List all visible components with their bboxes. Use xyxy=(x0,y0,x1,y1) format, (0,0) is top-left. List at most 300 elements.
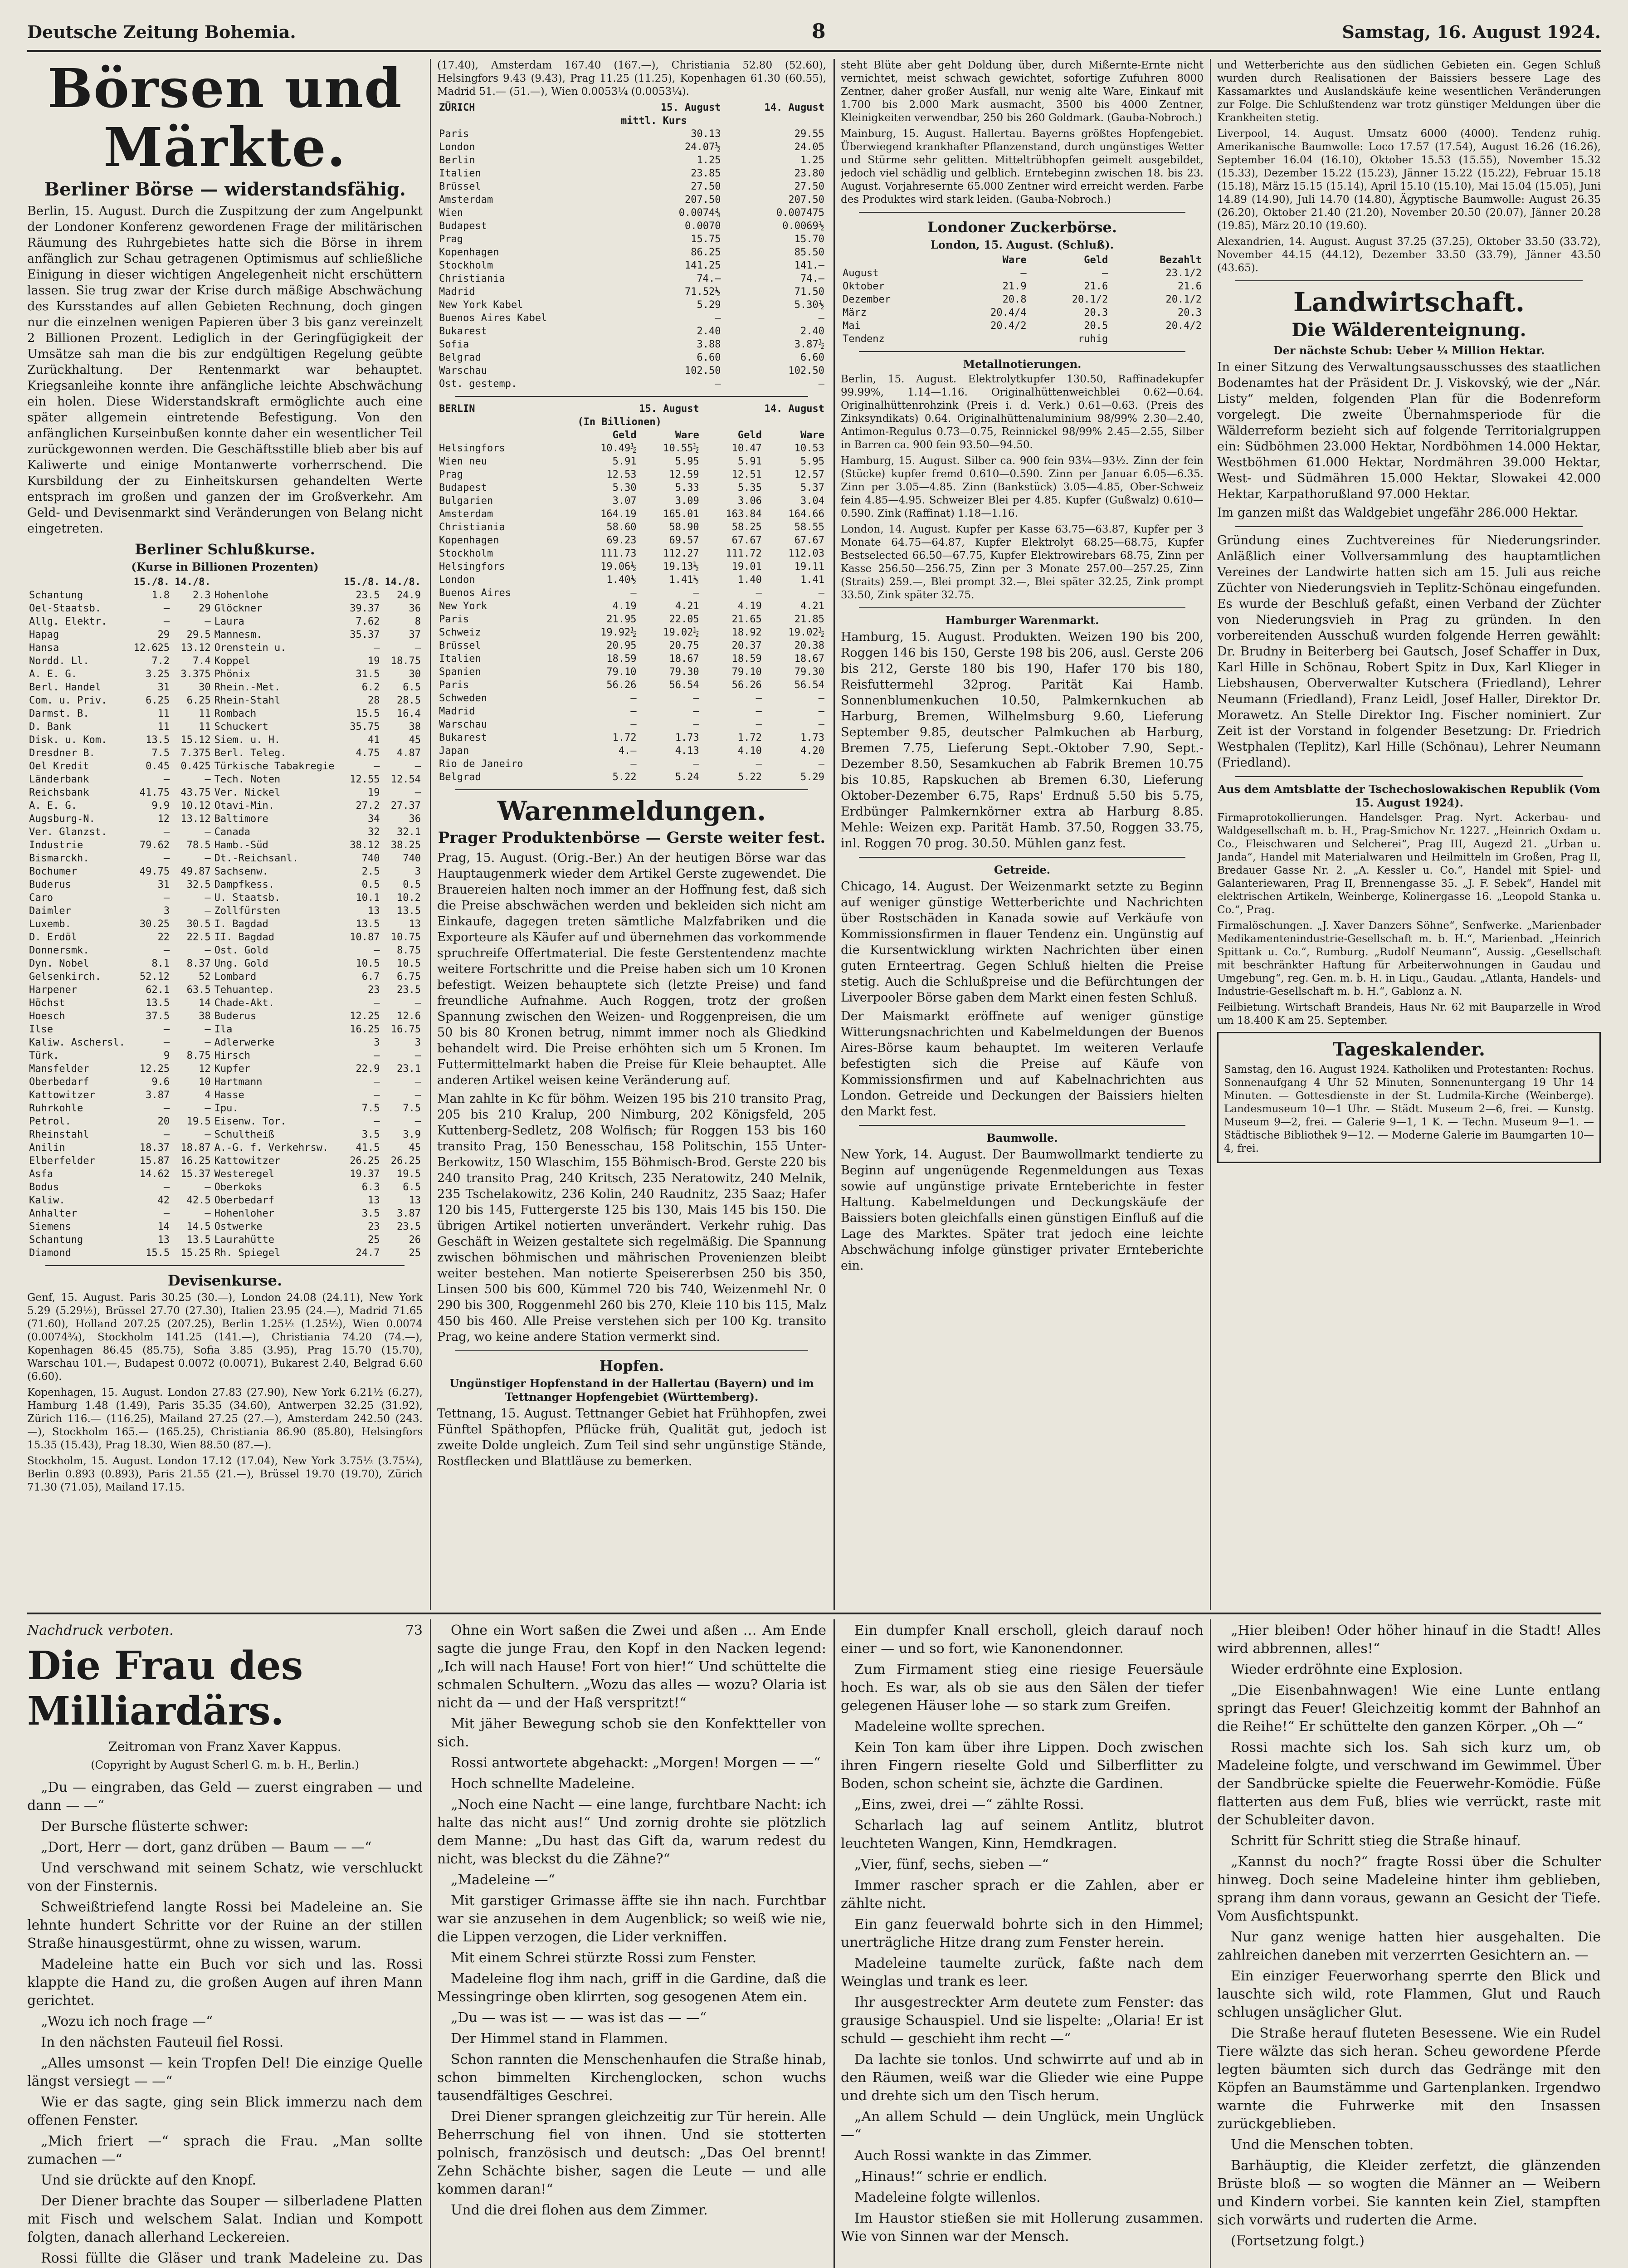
table-cell: 49.87 xyxy=(180,866,211,877)
table-cell: Madrid xyxy=(439,286,475,298)
table-cell: 27.37 xyxy=(390,800,421,811)
novel-paragraph: Ihr ausgestreckter Arm deutete zum Fenster: das grausige Schauspiel. Und sie lispelte: „Olaria! Er ist schuld — geschieht ihm recht —“ xyxy=(841,1994,1204,2047)
table-cell: 1.25 xyxy=(800,155,824,166)
table-cell: Wien neu xyxy=(439,456,487,467)
prager-produktenboerse-heading: Prager Produktenbörse — Gerste weiter fest. xyxy=(438,829,826,847)
table-cell: 6.5 xyxy=(403,682,421,693)
table-cell: Oel Kredit xyxy=(29,761,89,772)
stock-row xyxy=(27,997,423,1010)
table-cell: Berl. Teleg. xyxy=(214,748,287,759)
currency-row xyxy=(437,180,826,193)
currency-row xyxy=(437,481,826,494)
table-cell: 18.37 xyxy=(139,1142,170,1154)
column-kurse-waren xyxy=(437,59,826,1608)
currency-row xyxy=(437,679,826,692)
table-cell: — xyxy=(205,1182,211,1193)
hamburger-warenmarkt-text: Hamburg, 15. August. Produkten. Weizen 190 bis 200, Roggen 146 bis 150, Gerste 198 bis 206, ausl. Gerste 206 bis 212, Gerste 180 bis 190, Hafer 170 bis 180, Reisfuttermehl 32prog. Parität Kai Hamb. Sonnenblumenkuchen 10.50, Palmkernkuchen ab Harburg, Bremen, Wilhelmsburg 9.60, Lieferung September 9.85, deutscher Palmkuchen ab Harburg, Bremen 7.75, Lieferung Sept.-Oktober 7.90, Sept.-Dezember 8.50, Sesamkuchen ab Fabrik Bremen 10.75 bis 10.85, Rapskuchen ab Bremen 6.30, Lieferung Oktober-Dezember 6.75, Raps' Erdnuß 5.50 bis 5.75, Erdbünger Palmkernkörner extra ab Harburg 8.85. Mehle: Weizen exp. Parität Hamb. 37.50, Roggen 33.75, inl. Roggen 70 prog. 30.50. Mühlen ganz fest. xyxy=(841,630,1204,850)
table-cell: Bochumer xyxy=(29,866,77,877)
table-cell: Wien xyxy=(439,207,463,219)
stock-row xyxy=(27,681,423,694)
table-cell: Oktober xyxy=(843,281,885,292)
table-cell: 8.75 xyxy=(186,1050,211,1061)
table-cell: 35.37 xyxy=(350,629,380,640)
table-cell: Warschau xyxy=(439,719,487,730)
tageskalender-text: Samstag, den 16. August 1924. Katholiken und Protestanten: Rochus. Sonnenaufgang 4 Uhr 52 Minuten, Sonnenuntergang 19 Uhr 14 Minuten. — Gottesdienste in der St. Ludmila-Kirche (Weinberge). Landesmuseum 10—1 Uhr. — Städt. Museum 2—6, frei. — Kunstg. Museum 9—2, frei. — Galerie 9—1, 1 K. — Techn. Museum 9—1. — Städtische Bibliothek 9—12. — Moderne Galerie im Baumgarten 10—4, frei. xyxy=(1224,1064,1594,1154)
table-cell: 112.27 xyxy=(663,548,699,559)
table-cell: Hartmann xyxy=(214,1076,263,1088)
hopfen-subheading: Ungünstiger Hopfenstand in der Hallertau (Bayern) und im Tettnanger Hopfengebiet (Württemberg). xyxy=(449,1377,814,1403)
table-cell: — xyxy=(205,892,211,904)
table-cell: — xyxy=(163,892,170,904)
novel-paragraph: Und die drei flohen aus dem Zimmer. xyxy=(451,2202,708,2218)
table-cell: — xyxy=(163,1208,170,1219)
table-cell: 740 xyxy=(361,853,380,864)
table-cell: Siem. u. H. xyxy=(214,734,281,746)
table-cell: Darmst. B. xyxy=(29,708,89,719)
table-cell: I. Bagdad xyxy=(214,919,268,930)
table-cell: 3 xyxy=(374,1037,380,1048)
novel-paragraph: Wie er das sagte, ging sein Blick immerzu nach dem offenen Fenster. xyxy=(27,2094,423,2128)
table-cell: — xyxy=(693,758,699,770)
novel-paragraph: Scharlach lag auf seinem Antlitz, blutrot leuchteten Wangen, Kinn, Hemdkragen. xyxy=(841,1818,1204,1852)
table-cell: Baltimore xyxy=(214,813,268,825)
table-cell: 36 xyxy=(409,603,421,614)
table-cell: Italien xyxy=(439,168,481,179)
table-cell: 5.91 xyxy=(612,456,637,467)
currency-row xyxy=(437,573,826,587)
table-cell: London xyxy=(439,142,475,153)
currency-row xyxy=(437,639,826,652)
novel-paragraph: Madeleine hatte ein Buch vor sich und las. Rossi klappte die Hand zu, die großen Augen auf ihren Mann gerichtet. xyxy=(27,1956,423,2009)
table-cell: — xyxy=(374,1050,380,1061)
novel-paragraph: Auch Rossi wankte in das Zimmer. xyxy=(854,2148,1092,2164)
table-cell: Buenos Aires Kabel xyxy=(439,313,547,324)
table-cell: Budapest xyxy=(439,482,487,494)
table-cell: 3.04 xyxy=(800,495,824,507)
section-divider xyxy=(27,1613,1601,1614)
stock-row xyxy=(27,589,423,602)
liverpool-text: Liverpool, 14. August. Umsatz 6000 (4000). Tendenz ruhig. Amerikanische Baumwolle: Loco 17.57 (17.54), August 16.26 (16.26), September 16.04 (16.10), Oktober 15.53 (15.55), November 15.32 (15.33), Dezember 15.22 (15.23), Jänner 15.22 (15.22), Februar 15.18 (15.18), März 15.15 (15.14), April 15.10 (15.10), Mai 15.04 (15.05), Juni 14.89 (14.90), Juli 14.70 (14.80), Ägyptische Baumwolle: August 26.35 (26.20), Oktober 21.40 (21.20), November 20.50 (20.07), Jänner 20.28 (19.85), März 20.10 (19.60). xyxy=(1217,128,1601,232)
table-cell: Nordd. Ll. xyxy=(29,655,89,667)
table-cell: 24.7 xyxy=(356,1247,380,1259)
table-cell: — xyxy=(414,1116,421,1127)
novel-paragraph: Zum Firmament stieg eine riesige Feuersäule hoch. Es war, als ob sie aus den Sälen der tiefer gelegenen Häuser lohe — so stark zum Greifen. xyxy=(841,1662,1204,1714)
table-cell: 15.37 xyxy=(180,1168,211,1180)
column-rule xyxy=(833,59,835,1610)
running-header xyxy=(27,18,1601,52)
installment-number: 73 xyxy=(405,1623,423,1638)
table-cell: 62.1 xyxy=(146,984,170,996)
table-cell: 10 xyxy=(199,1076,211,1088)
novel-paragraph: „Mich friert —“ sprach die Frau. „Man sollte zumachen —“ xyxy=(27,2133,423,2167)
table-cell: 18.75 xyxy=(390,655,421,667)
table-cell: 7.5 xyxy=(151,748,170,759)
table-cell: 3.06 xyxy=(737,495,762,507)
table-cell: — xyxy=(205,1208,211,1219)
currency-row xyxy=(437,377,826,391)
table-cell: Koppel xyxy=(214,655,251,667)
table-cell: New York xyxy=(439,601,487,612)
table-cell: 56.54 xyxy=(794,679,824,691)
table-cell: 13.5 xyxy=(356,919,380,930)
stock-row xyxy=(27,1128,423,1141)
table-cell: 0.007475 xyxy=(776,207,824,219)
novel-text xyxy=(437,1622,826,2219)
table-cell: — xyxy=(693,719,699,730)
table-cell: 10.12 xyxy=(180,800,211,811)
table-cell: D. Erdöl xyxy=(29,932,77,943)
hopfen-tettnang-text: Tettnang, 15. August. Tettnanger Gebiet hat Frühhopfen, zwei Fünftel Späthopfen, Pflücke früh, Qualität gut, jedoch ist zweite Dolde ungleich. Zum Teil sind sehr ungünstige Stände, Rostflecken und Blattläuse zu bemerken. xyxy=(437,1407,826,1468)
table-cell: Hansa xyxy=(29,642,59,654)
table-cell: 0.0074¾ xyxy=(678,207,721,219)
table-cell: Mannesm. xyxy=(214,629,263,640)
novel-paragraph: „Dort, Herr — dort, ganz drüben — Baum — —“ xyxy=(41,1839,372,1855)
column-rule xyxy=(1210,59,1211,1610)
table-cell: 19.92½ xyxy=(600,627,637,638)
novel-paragraph: „Vier, fünf, sechs, sieben —“ xyxy=(854,1857,1049,1872)
stock-row xyxy=(27,694,423,707)
novel-paragraph: Der Bursche flüsterte schwer: xyxy=(41,1818,249,1834)
table-cell: Harpener xyxy=(29,984,77,996)
stock-row xyxy=(27,1181,423,1194)
novel-paragraph: Schon rannten die Menschenhaufen die Straße hinab, schon bimmelten Kirchenglocken, schon wuchs tausendfältiges Geschrei. xyxy=(437,2052,826,2104)
table-cell: 11 xyxy=(199,721,211,733)
currency-row xyxy=(437,587,826,600)
table-cell: Hapag xyxy=(29,629,59,640)
table-cell: Buderus xyxy=(214,1011,257,1022)
table-cell: 111.72 xyxy=(726,548,762,559)
table-cell: 32 xyxy=(367,826,380,838)
table-cell: 26 xyxy=(409,1234,421,1246)
feilbietung-text: Feilbietung. Wirtschaft Brandeis, Haus Nr. 62 mit Bauparzelle in Wrod um 18.400 K am 25. September. xyxy=(1217,1002,1601,1026)
table-cell: 141.25 xyxy=(684,260,721,271)
table-cell: 4.75 xyxy=(356,748,380,759)
stock-row xyxy=(27,1141,423,1154)
table-cell: Berl. Handel xyxy=(29,682,101,693)
table-cell: 15.5 xyxy=(356,708,380,719)
table-cell: — xyxy=(163,1103,170,1114)
table-cell: D. Bank xyxy=(29,721,71,733)
table-cell: 13.12 xyxy=(180,813,211,825)
table-cell: 3.87 xyxy=(397,1208,421,1219)
table-cell: 20.3 xyxy=(1178,307,1202,318)
column-rule xyxy=(833,1619,835,2268)
table-cell: 5.35 xyxy=(737,482,762,494)
sugar-row xyxy=(841,293,1204,306)
stock-row xyxy=(27,1023,423,1036)
table-cell: 10.75 xyxy=(390,932,421,943)
currency-row xyxy=(437,652,826,665)
table-cell: Schuckert xyxy=(214,721,268,733)
table-cell: 52.12 xyxy=(139,971,170,982)
table-cell: Petrol. xyxy=(29,1116,71,1127)
table-cell: 49.75 xyxy=(139,866,170,877)
stock-row xyxy=(27,1154,423,1168)
table-cell: 23.85 xyxy=(691,168,721,179)
table-cell: 12.25 xyxy=(350,1011,380,1022)
table-cell: 4.19 xyxy=(612,601,637,612)
zucker-subheading: London, 15. August. (Schluß). xyxy=(930,238,1114,251)
table-cell: Ost. Gold xyxy=(214,945,268,956)
table-cell: 27.2 xyxy=(356,800,380,811)
table-cell: — xyxy=(163,853,170,864)
table-cell: 4.21 xyxy=(800,601,824,612)
column-rule xyxy=(430,1619,431,2268)
table-cell: 79.30 xyxy=(669,666,699,678)
tageskalender-heading: Tageskalender. xyxy=(1333,1039,1485,1060)
table-cell: U. Staatsb. xyxy=(214,892,281,904)
novel-paragraph: Madeleine folgte willenlos. xyxy=(854,2190,1041,2205)
table-cell: 24.9 xyxy=(397,590,421,601)
table-cell: 1.73 xyxy=(800,732,824,743)
table-cell: 3.87 xyxy=(146,1090,170,1101)
table-cell: 30.13 xyxy=(691,128,721,140)
sugar-row xyxy=(841,280,1204,293)
table-cell: — xyxy=(163,1129,170,1140)
table-cell: — xyxy=(205,616,211,627)
table-header-row: ZÜRICH 15. August 14. August xyxy=(439,102,824,113)
table-cell: — xyxy=(163,774,170,785)
table-cell: 0.0069½ xyxy=(782,220,824,232)
table-cell: 12.625 xyxy=(133,642,170,654)
table-cell: — xyxy=(756,693,762,704)
table-cell: Helsingfors xyxy=(439,561,505,572)
table-cell: 3.375 xyxy=(180,669,211,680)
devisen-stockholm-text: Stockholm, 15. August. London 17.12 (17.04), New York 3.75½ (3.75¼), Berlin 0.893 (0.893), Paris 21.55 (21.—), Brüssel 19.70 (19.70), Zürich 71.30 (71.05), Mailand 17.15. xyxy=(27,1455,423,1493)
table-cell: Tehuantep. xyxy=(214,984,275,996)
novel-paragraph: Ein ganz feuerwald bohrte sich in den Himmel; unerträgliche Hitze drang zum Fenster herein. xyxy=(841,1916,1204,1950)
table-cell: Hohenlohe xyxy=(214,590,268,601)
table-cell: 1.72 xyxy=(737,732,762,743)
table-cell: 10.49½ xyxy=(600,443,637,454)
table-cell: 42.5 xyxy=(186,1195,211,1206)
table-cell: 56.26 xyxy=(731,679,762,691)
table-cell: Budapest xyxy=(439,220,487,232)
table-cell: 79.62 xyxy=(139,840,170,851)
table-cell: — xyxy=(818,378,824,390)
table-cell: 4.10 xyxy=(737,745,762,757)
table-cell: 45 xyxy=(409,734,421,746)
table-cell: 85.50 xyxy=(794,247,824,258)
table-cell: Bukarest xyxy=(439,326,487,337)
table-cell xyxy=(1110,332,1204,346)
table-cell: 37 xyxy=(409,629,421,640)
stock-row xyxy=(27,1089,423,1102)
currency-row xyxy=(437,364,826,377)
table-cell: 27.50 xyxy=(691,181,721,192)
table-cell: 22.5 xyxy=(186,932,211,943)
table-cell: Ostwerke xyxy=(214,1221,263,1232)
table-cell: Mai xyxy=(843,320,861,332)
table-cell: Donnersmk. xyxy=(29,945,89,956)
table-cell: 15.87 xyxy=(139,1155,170,1167)
metall-berlin-text: Berlin, 15. August. Elektrolytkupfer 130.50, Raffinadekupfer 99.99%, 1.14—1.16. Originalhüttenweichblei 0.62—0.64. Originalhüttenrohzink (Preis i. d. Verk.) 0.61—0.63. (Preis des Zinksyndikats) 0.64. Originalhüttenaluminium 98/99% 2.30—2.40, Antimon-Regulus 0.73—0.75, Reinnickel 98/99% 2.45—2.55, Silber in Barren ca. 900 fein 93.50—94.50. xyxy=(841,373,1204,451)
table-cell: 6.60 xyxy=(800,352,824,363)
table-cell: 19.02½ xyxy=(663,627,699,638)
table-cell: Mansfelder xyxy=(29,1063,89,1075)
table-cell: 30 xyxy=(199,682,211,693)
table-cell: 19.37 xyxy=(350,1168,380,1180)
table-cell: 12.54 xyxy=(390,774,421,785)
table-cell: Paris xyxy=(439,614,469,625)
baumwolle-text: New York, 14. August. Der Baumwollmarkt tendierte zu Beginn auf ungenügende Regenmeldungen aus Texas sowie auf ungünstige private Ernteberichte in fester Haltung. Kabelmeldungen und Deckungskäufe der Baissiers boten gleichfalls einen günstigen Einfluß auf die Lage des Marktes. Später trat jedoch eine leichte Abschwächung infolge günstiger privater Ernteberichte ein. xyxy=(841,1148,1204,1273)
table-cell: — xyxy=(205,1103,211,1114)
table-header-row: mittl. Kurs xyxy=(620,115,687,127)
table-cell: 27.50 xyxy=(794,181,824,192)
novel-paragraph: Und die Menschen tobten. xyxy=(1231,2137,1414,2153)
table-cell: 20.4/4 xyxy=(990,307,1027,318)
currency-row xyxy=(437,560,826,573)
novel-column-2 xyxy=(437,1622,826,2268)
table-cell: 18.59 xyxy=(606,653,637,665)
table-cell: 14 xyxy=(199,997,211,1009)
table-cell: Buderus xyxy=(29,879,71,890)
table-cell: 16.25 xyxy=(180,1155,211,1167)
column-landwirtschaft xyxy=(1217,59,1601,1608)
table-cell: — xyxy=(374,945,380,956)
stock-row xyxy=(27,773,423,786)
stock-row xyxy=(27,904,423,918)
table-cell: 21.65 xyxy=(731,614,762,625)
table-cell: Reichsbank xyxy=(29,787,89,798)
currency-row xyxy=(437,692,826,705)
novel-text xyxy=(27,1779,423,2268)
table-cell: 7.4 xyxy=(192,655,211,667)
stock-row xyxy=(27,628,423,641)
novel-paragraph: Rossi füllte die Gläser und trank Madeleine zu. Das xyxy=(41,2250,423,2266)
table-cell: 164.66 xyxy=(788,508,824,520)
table-cell: — xyxy=(630,758,637,770)
table-cell: 9 xyxy=(163,1050,170,1061)
table-cell: 29.55 xyxy=(794,128,824,140)
table-cell: August xyxy=(843,268,879,279)
table-cell: Höchst xyxy=(29,997,65,1009)
table-cell: 4.— xyxy=(618,745,637,757)
table-cell: 21.6 xyxy=(1084,281,1108,292)
novel-paragraph: Ein einziger Feuerworhang sperrte den Blick und lauschte sich wild, rote Flammen, Glut und Rauch schlugen unsäglicher Glut. xyxy=(1217,1968,1601,2020)
novel-paragraph: Ohne ein Wort saßen die Zwei und aßen … Am Ende sagte die junge Frau, den Kopf in den Nacken legend: „Ich will nach Hause! Fort von hier!“ Und schüttelte die schmalen Schultern. „Wozu das alles — wozu? Olaria ist nicht da — und der Haß verspritzt!“ xyxy=(437,1623,826,1711)
table-cell: Belgrad xyxy=(439,352,481,363)
table-cell: 13 xyxy=(367,905,380,917)
table-cell: Italien xyxy=(439,653,481,665)
table-cell: — xyxy=(374,761,380,772)
table-cell: 36 xyxy=(409,813,421,825)
table-cell: 7.2 xyxy=(151,655,170,667)
table-cell: New York Kabel xyxy=(439,299,523,311)
novel-subtitle: Zeitroman von Franz Xaver Kappus. xyxy=(108,1739,341,1754)
table-cell: Orenstein u. xyxy=(214,642,287,654)
stock-row xyxy=(27,1233,423,1246)
table-cell: Canada xyxy=(214,826,251,838)
table-cell: 24.07½ xyxy=(684,142,721,153)
table-cell: 207.50 xyxy=(684,194,721,205)
currency-row xyxy=(437,285,826,298)
novel-paragraph: Madeleine wollte sprechen. xyxy=(854,1719,1045,1735)
table-cell: Eisenw. Tor. xyxy=(214,1116,287,1127)
table-cell: 14 xyxy=(157,1221,170,1232)
table-cell: — xyxy=(630,706,637,717)
table-cell: Schweden xyxy=(439,693,487,704)
table-cell: 79.10 xyxy=(606,666,637,678)
novel-paragraph: „Hier bleiben! Oder höher hinauf in die Stadt! Alles wird abbrennen, alles!“ xyxy=(1217,1623,1601,1657)
table-cell: 23.1/2 xyxy=(1165,268,1202,279)
table-header-row: BERLIN 15. August 14. August xyxy=(439,403,824,415)
table-cell: Madrid xyxy=(439,706,475,717)
novel-paragraph: Rossi machte sich los. Sah sich kurz um, ob Madeleine folgte, und verschwand im Gewimmel. Über der Sandbrücke spielte die Feuerwehr-Komödie. Füße flatterten aus dem Fuß, blies wie verrückt, raste mit der Schubleiter davon. xyxy=(1217,1740,1601,1828)
table-cell: 79.30 xyxy=(794,666,824,678)
table-cell: 19.02½ xyxy=(788,627,824,638)
currency-row xyxy=(437,600,826,613)
currency-row xyxy=(437,468,826,481)
table-cell: 3 xyxy=(414,1037,421,1048)
novel-paragraph: „Wozu ich noch frage —“ xyxy=(41,2014,213,2029)
table-cell: 5.24 xyxy=(675,772,699,783)
table-cell: Oberbedarf xyxy=(214,1195,275,1206)
table-cell: Amsterdam xyxy=(439,508,493,520)
stock-row xyxy=(27,1220,423,1233)
kurs-top-text: (17.40), Amsterdam 167.40 (167.—), Christiania 52.80 (52.60), Helsingfors 9.43 (9.43), Prag 11.25 (11.25), Kopenhagen 61.30 (60.55), Madrid 51.— (51.—), Wien 0.0053¼ (0.0053¼). xyxy=(437,59,826,98)
table-cell: Kaliw. Aschersl. xyxy=(29,1037,125,1048)
table-cell: Dezember xyxy=(843,294,891,305)
currency-row xyxy=(437,705,826,718)
table-cell: Schantung xyxy=(29,590,83,601)
table-cell: A. E. G. xyxy=(29,669,77,680)
novel-paragraph: Drei Diener sprangen gleichzeitig zur Tür herein. Alle Beherrschung fiel von ihnen. Und sie stotterten polnisch, französisch und deutsch: „Das Oel brennt! Zehn Schächte bisher, sagen die Leute — und alle kommen daran!“ xyxy=(437,2109,826,2197)
currency-row xyxy=(437,220,826,233)
getreide-heading: Getreide. xyxy=(994,863,1051,876)
table-cell: A. E. G. xyxy=(29,800,77,811)
table-cell: 9.6 xyxy=(151,1076,170,1088)
table-cell: 5.37 xyxy=(800,482,824,494)
table-cell: Bodus xyxy=(29,1182,59,1193)
table-cell: Bismarckh. xyxy=(29,853,89,864)
table-cell: II. Bagdad xyxy=(214,932,275,943)
table-cell: — xyxy=(205,945,211,956)
table-cell: 12.51 xyxy=(731,469,762,480)
table-cell: 23 xyxy=(367,1221,380,1232)
paper-name: Deutsche Zeitung Bohemia. xyxy=(27,22,296,42)
table-cell: 8.37 xyxy=(186,958,211,969)
table-cell: 18.67 xyxy=(669,653,699,665)
table-cell: 6.75 xyxy=(397,971,421,982)
table-cell: 0.5 xyxy=(361,879,380,890)
table-cell: 8 xyxy=(414,616,421,627)
table-cell: — xyxy=(630,693,637,704)
currency-row xyxy=(437,298,826,312)
novel-paragraph: „Hinaus!“ schrie er endlich. xyxy=(854,2169,1048,2185)
table-cell: — xyxy=(205,1024,211,1035)
table-cell: 26.25 xyxy=(350,1155,380,1167)
table-cell: 207.50 xyxy=(788,194,824,205)
table-cell: Kattowitzer xyxy=(29,1090,95,1101)
currency-row xyxy=(437,259,826,272)
table-cell: — xyxy=(818,706,824,717)
table-cell: Berlin xyxy=(439,155,475,166)
table-cell: 38 xyxy=(409,721,421,733)
table-cell: 39.37 xyxy=(350,603,380,614)
table-cell: 164.19 xyxy=(600,508,637,520)
table-cell: Brüssel xyxy=(439,181,481,192)
table-cell: 20.4/2 xyxy=(1165,320,1202,332)
table-cell: 38 xyxy=(199,1011,211,1022)
table-cell: 20.75 xyxy=(669,640,699,651)
table-cell: 2.40 xyxy=(697,326,721,337)
tageskalender-box xyxy=(1217,1032,1601,1163)
table-cell: 41.75 xyxy=(139,787,170,798)
table-cell: 13 xyxy=(367,1195,380,1206)
table-cell: — xyxy=(163,1024,170,1035)
table-cell: — xyxy=(818,693,824,704)
